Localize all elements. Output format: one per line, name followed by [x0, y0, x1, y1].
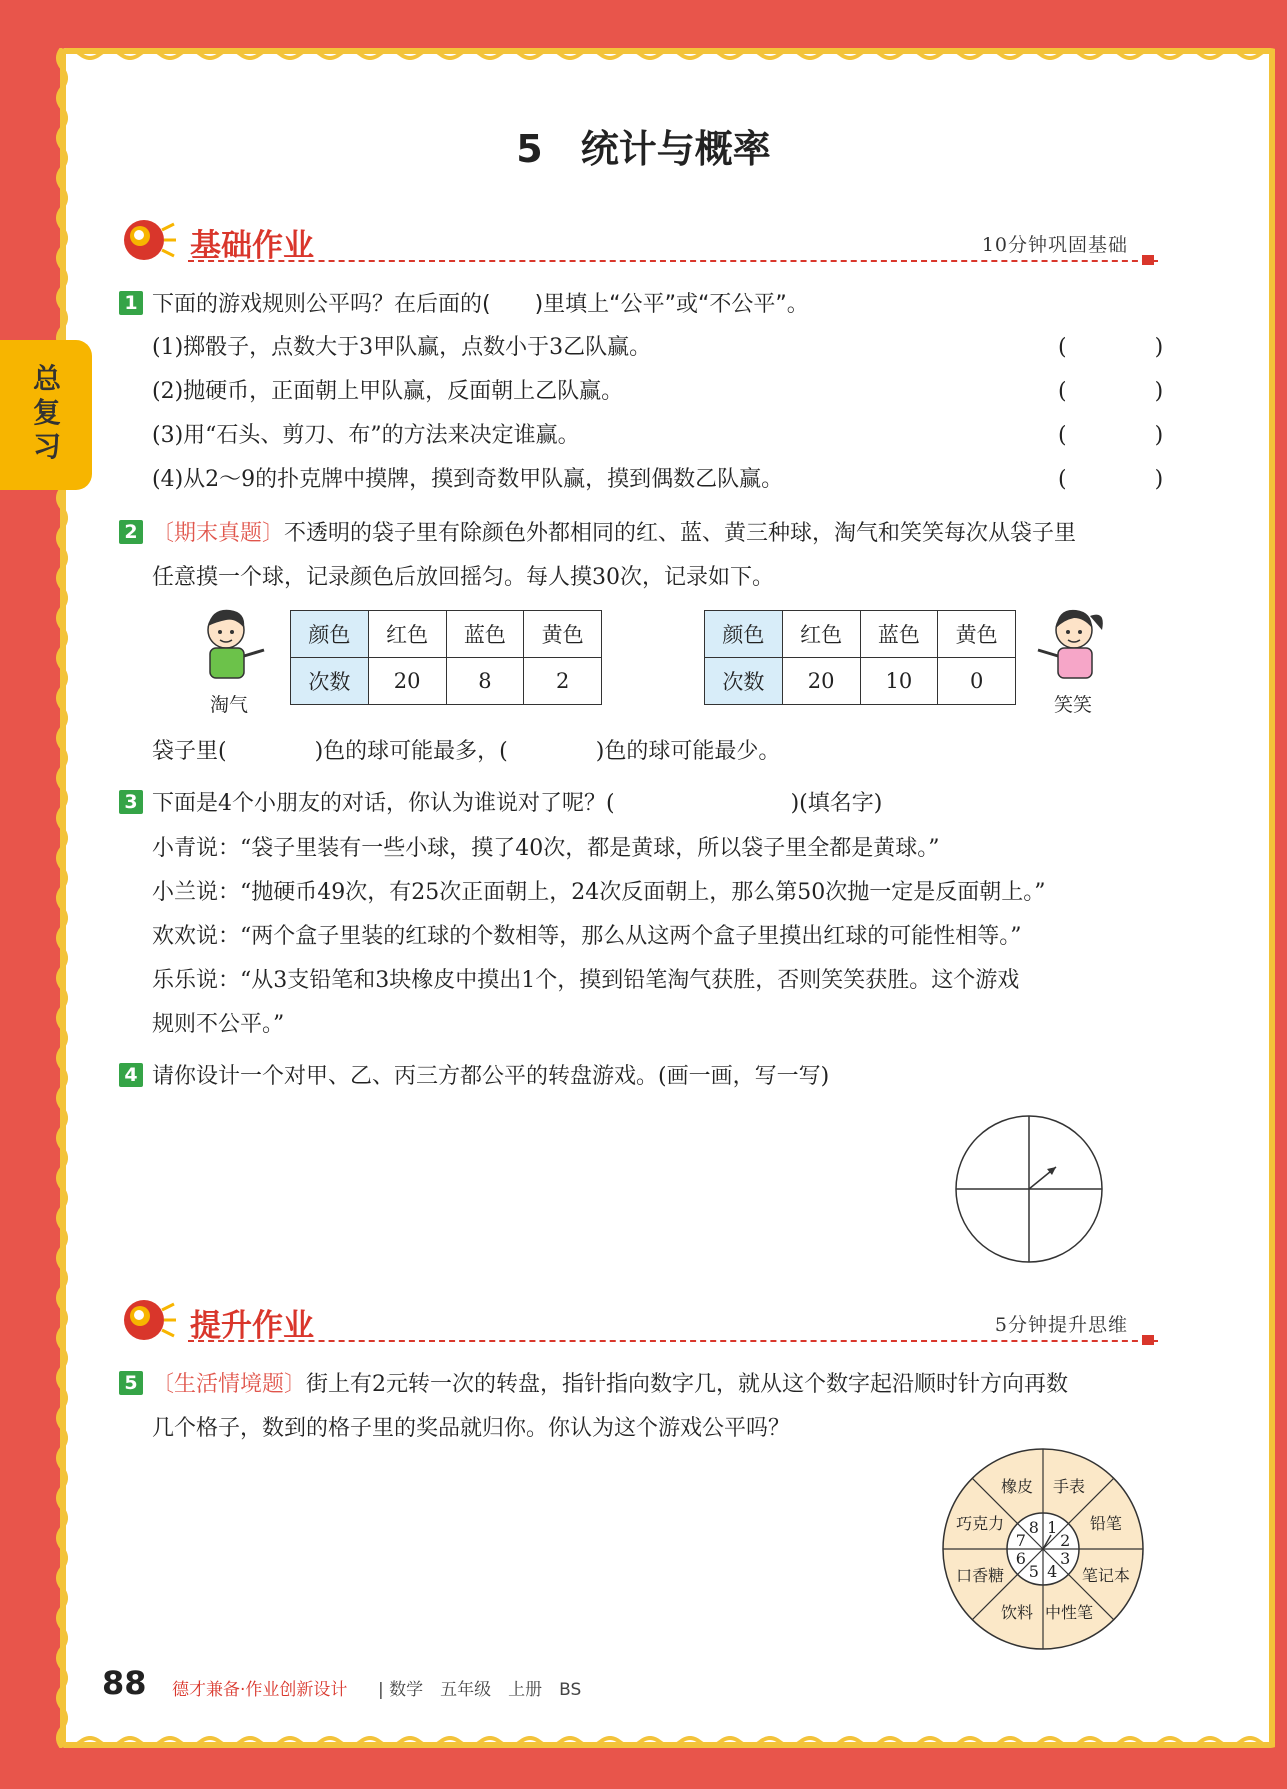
table-cell: 2 [524, 658, 602, 705]
q1-stem: 下面的游戏规则公平吗？在后面的( )里填上“公平”或“不公平”。 [152, 292, 809, 317]
review-side-tab [0, 340, 92, 490]
section-advanced-label: 提升作业 [190, 1308, 314, 1344]
section-basic-header [118, 216, 1158, 266]
page-number: 88 [102, 1664, 147, 1702]
wheel-prize: 饮料 [1000, 1602, 1033, 1622]
divider-end [1142, 255, 1154, 265]
footer-book-info: | 数学 五年级 上册 BS [378, 1680, 582, 1700]
wheel-number: 6 [1015, 1549, 1026, 1569]
table-cell: 10 [860, 658, 938, 705]
q2-answer[interactable]: 袋子里( )色的球可能最多，( )色的球可能最少。 [152, 739, 781, 764]
q1-item-3: (3)用“石头、剪刀、布”的方法来决定谁赢。 [152, 423, 580, 448]
boy-name: 淘气 [210, 694, 249, 716]
table-cell: 蓝色 [860, 611, 938, 658]
q3-line-1: 小青说：“袋子里装有一些小球，摸了40次，都是黄球，所以袋子里全都是黄球。” [152, 836, 940, 861]
table-row [291, 658, 602, 705]
q3-stem: 下面是4个小朋友的对话，你认为谁说对了呢？( )(填名字) [152, 791, 883, 816]
table-cell: 红色 [368, 611, 446, 658]
q3-line-5: 规则不公平。” [152, 1012, 285, 1037]
wheel-prize: 巧克力 [956, 1513, 1005, 1533]
table-cell: 次数 [291, 658, 369, 705]
question-number: 5 [119, 1371, 143, 1395]
decorative-border-left [54, 48, 68, 1748]
wheel-prize: 手表 [1053, 1477, 1086, 1497]
question-number: 3 [119, 790, 143, 814]
table-cell: 颜色 [291, 611, 369, 658]
chapter-title: 5 统计与概率 [516, 127, 771, 171]
q1-item-4: (4)从2～9的扑克牌中摸牌，摸到奇数甲队赢，摸到偶数乙队赢。 [152, 467, 784, 492]
left-record-table [290, 610, 602, 705]
wheel-prize: 橡皮 [1000, 1477, 1033, 1497]
q4-stem: 请你设计一个对甲、乙、丙三方都公平的转盘游戏。(画一画，写一写) [152, 1064, 830, 1089]
table-cell: 红色 [782, 611, 860, 658]
answer-blank[interactable]: ( ) [1058, 467, 1164, 492]
question-number: 4 [119, 1063, 143, 1087]
wheel-prize: 笔记本 [1081, 1566, 1130, 1586]
q5-line-1-text: 街上有2元转一次的转盘，指针指向数字几，就从这个数字起沿顺时针方向再数 [306, 1372, 1069, 1397]
q2-line-1 [152, 516, 1076, 547]
q3-line-4: 乐乐说：“从3支铅笔和3块橡皮中摸出1个，摸到铅笔淘气获胜，否则笑笑获胜。这个游戏 [152, 968, 1020, 993]
decorative-border-bottom [60, 1736, 1275, 1750]
table-cell: 次数 [705, 658, 783, 705]
wheel-number: 1 [1047, 1517, 1058, 1537]
table-cell: 8 [446, 658, 524, 705]
table-cell: 20 [782, 658, 860, 705]
q5-line-1 [152, 1367, 1068, 1398]
wheel-number: 8 [1028, 1517, 1039, 1537]
section-basic-label: 基础作业 [190, 228, 314, 264]
wheel-number: 4 [1047, 1562, 1058, 1582]
table-cell: 20 [368, 658, 446, 705]
question-number: 2 [119, 520, 143, 544]
q2-tag: 〔期末真题〕 [152, 521, 285, 546]
answer-blank[interactable]: ( ) [1058, 335, 1164, 360]
q5-line-2: 几个格子，数到的格子里的奖品就归你。你认为这个游戏公平吗？ [152, 1416, 791, 1441]
section-advanced-header [118, 1296, 1158, 1346]
girl-illustration [1030, 604, 1116, 690]
wheel-number: 5 [1028, 1562, 1039, 1582]
table-cell: 0 [938, 658, 1016, 705]
footer-brand: 德才兼备·作业创新设计 [172, 1680, 348, 1700]
prize-wheel [938, 1444, 1148, 1654]
wheel-prize: 口香糖 [956, 1566, 1005, 1586]
wheel-number: 3 [1060, 1549, 1071, 1569]
wheel-prize: 中性笔 [1045, 1602, 1094, 1622]
section-advanced-note: 5分钟提升思维 [994, 1314, 1128, 1336]
q1-item-2: (2)抛硬币，正面朝上甲队赢，反面朝上乙队赢。 [152, 379, 624, 404]
table-cell: 颜色 [705, 611, 783, 658]
table-row [705, 658, 1016, 705]
q2-line-1-text: 不透明的袋子里有除颜色外都相同的红、蓝、黄三种球，淘气和笑笑每次从袋子里 [284, 521, 1077, 546]
divider [188, 260, 1158, 262]
q3-line-2: 小兰说：“抛硬币49次，有25次正面朝上，24次反面朝上，那么第50次抛一定是反面朝上。” [152, 880, 1046, 905]
question-number: 1 [119, 291, 143, 315]
side-tab-label: 总复习 [32, 362, 61, 463]
table-cell: 黄色 [524, 611, 602, 658]
q2-line-2: 任意摸一个球，记录颜色后放回摇匀。每人摸30次，记录如下。 [152, 565, 774, 590]
table-cell: 黄色 [938, 611, 1016, 658]
divider [188, 1340, 1158, 1342]
answer-blank[interactable]: ( ) [1058, 423, 1164, 448]
girl-name: 笑笑 [1054, 694, 1093, 716]
bell-icon [118, 1296, 178, 1344]
decorative-border-top [60, 46, 1275, 60]
blank-spinner[interactable] [952, 1112, 1106, 1266]
bell-icon [118, 216, 178, 264]
boy-illustration [190, 604, 270, 690]
table-row [291, 611, 602, 658]
wheel-number: 7 [1015, 1530, 1026, 1550]
q1-item-1: (1)掷骰子，点数大于3甲队赢，点数小于3乙队赢。 [152, 335, 652, 360]
section-basic-note: 10分钟巩固基础 [981, 234, 1128, 256]
answer-blank[interactable]: ( ) [1058, 379, 1164, 404]
q3-line-3: 欢欢说：“两个盒子里装的红球的个数相等，那么从这两个盒子里摸出红球的可能性相等。” [152, 924, 1022, 949]
table-row [705, 611, 1016, 658]
table-cell: 蓝色 [446, 611, 524, 658]
right-record-table [704, 610, 1016, 705]
wheel-prize: 铅笔 [1089, 1513, 1122, 1533]
wheel-number: 2 [1060, 1530, 1071, 1550]
divider-end [1142, 1335, 1154, 1345]
q5-tag: 〔生活情境题〕 [152, 1372, 307, 1397]
